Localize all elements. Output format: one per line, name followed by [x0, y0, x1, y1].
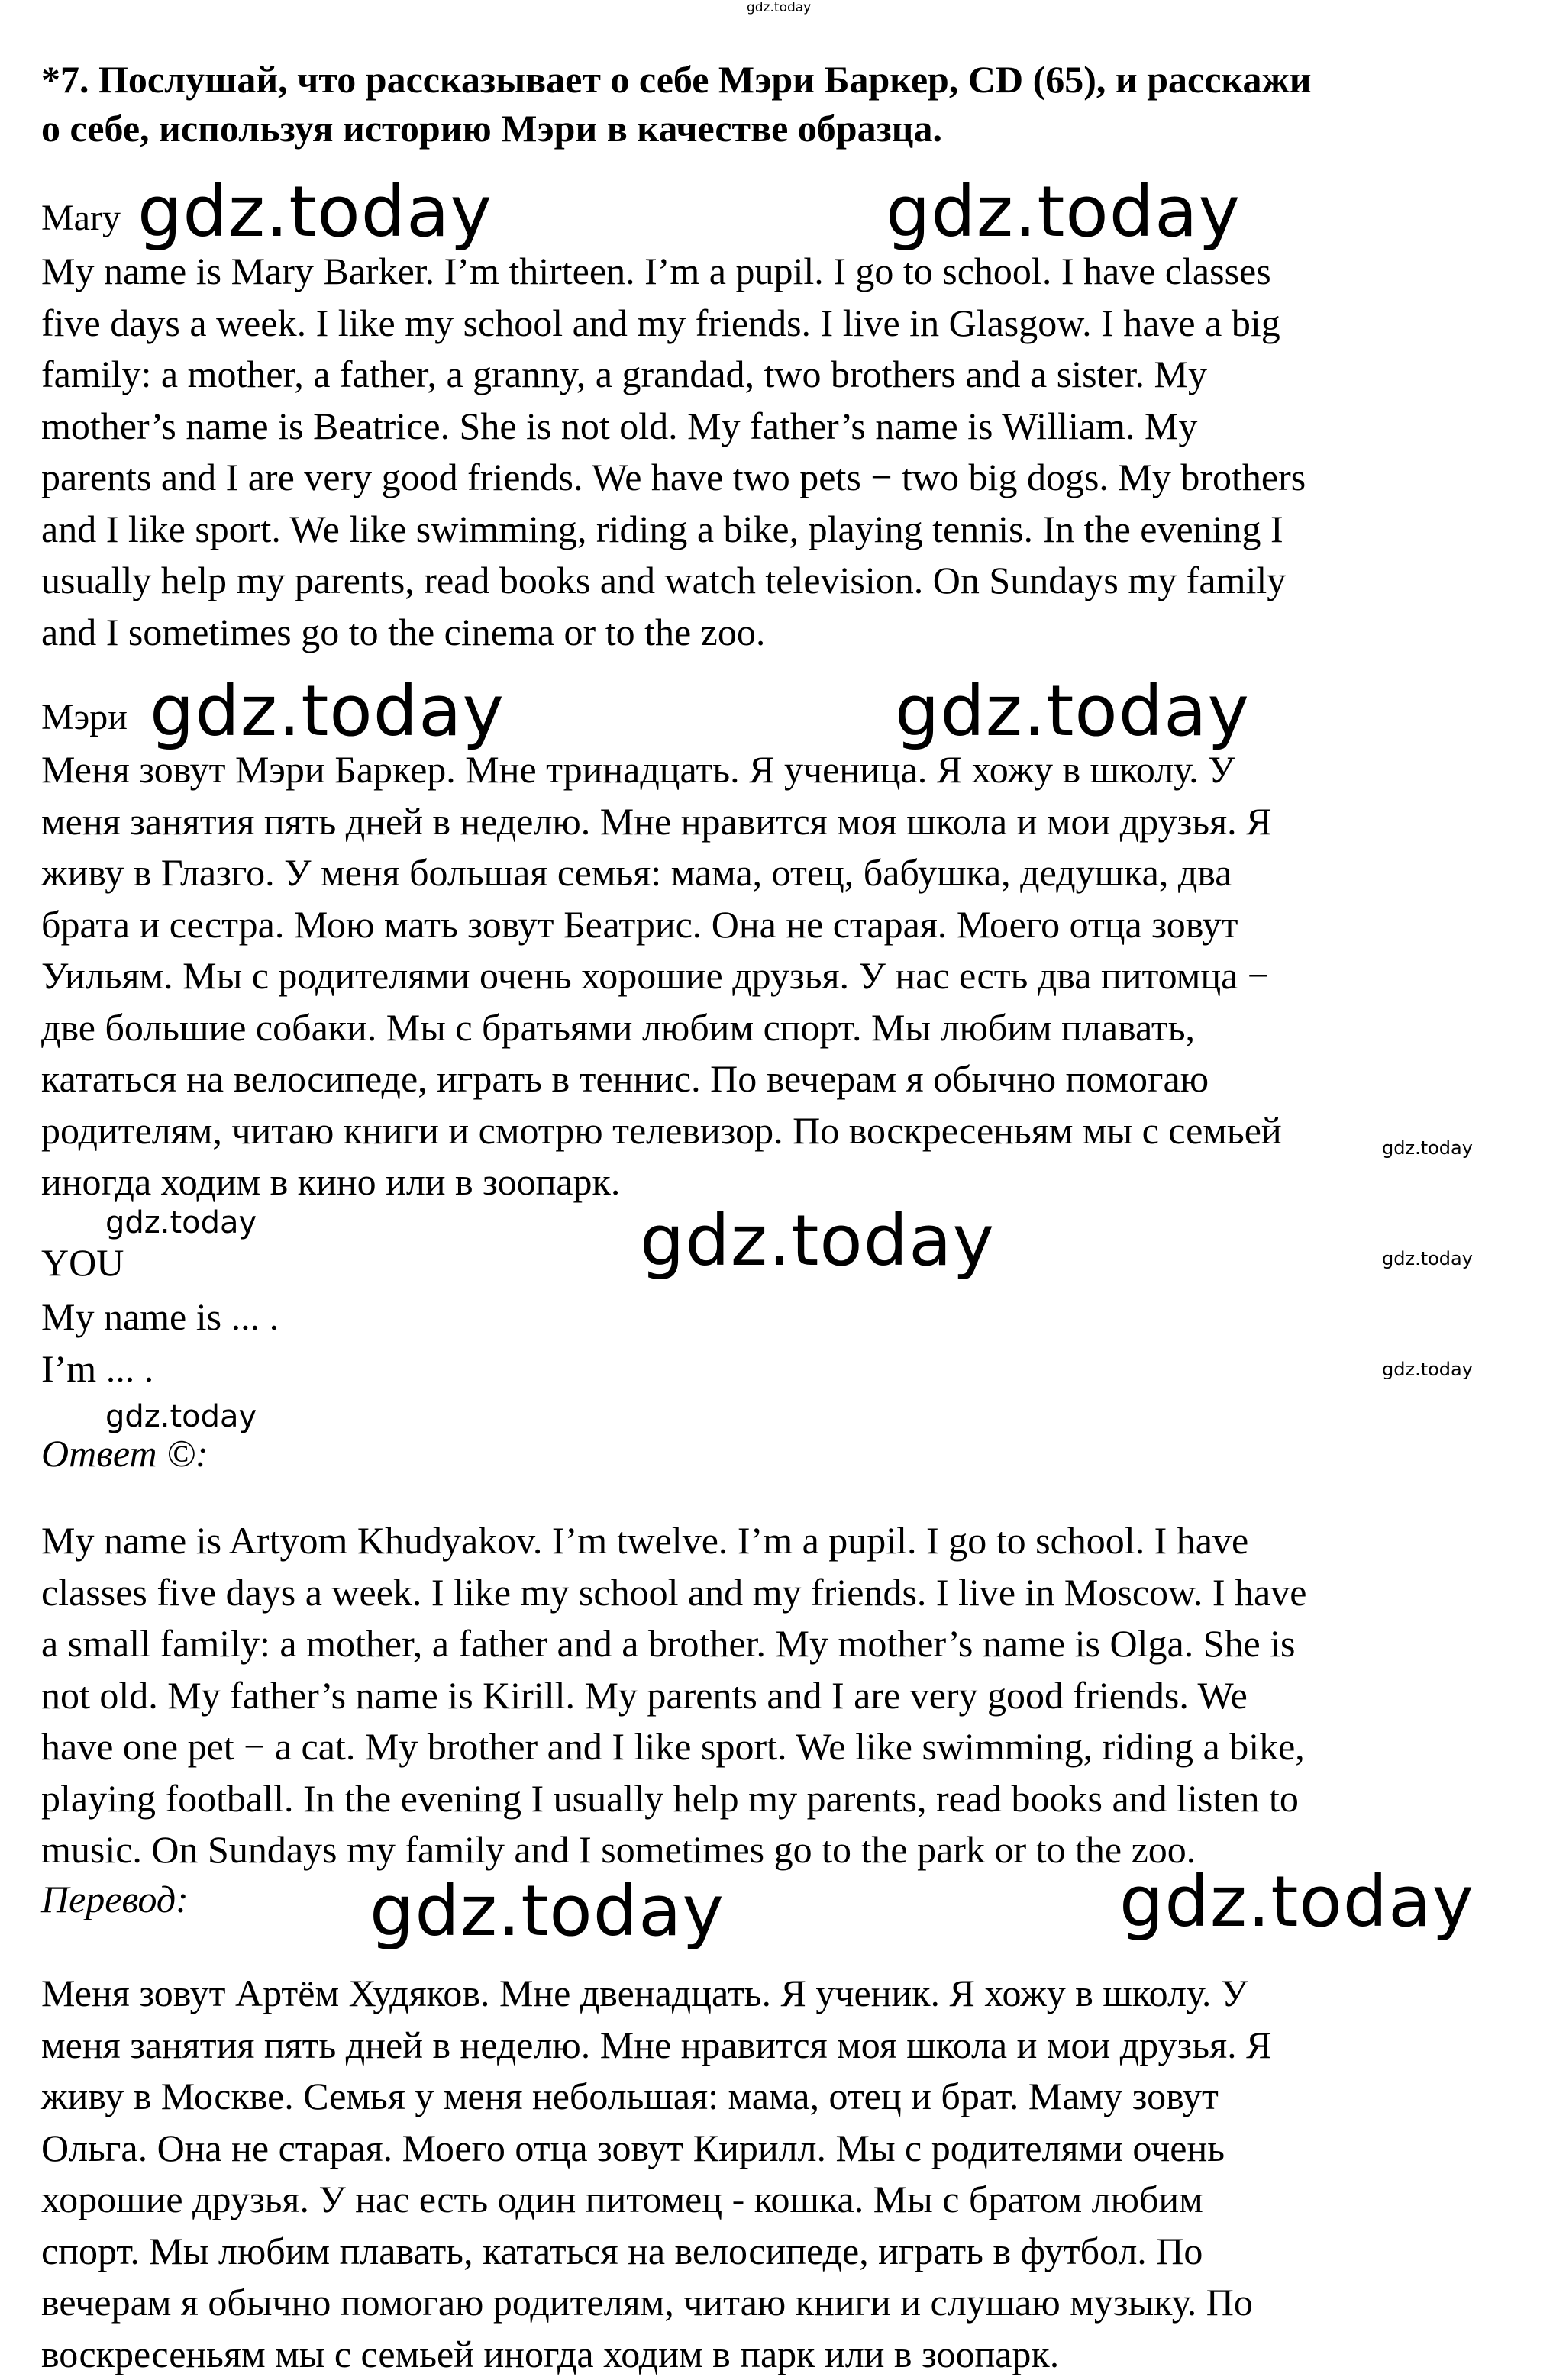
mary-story [41, 246, 1306, 658]
mary-ru-line-2: меня занятия пять дней в неделю. Мне нравится моя школа и мои друзья. Я [41, 796, 1282, 848]
watermark-translation-left: gdz.today [370, 1876, 725, 1946]
mary-line-4: mother’s name is Beatrice. She is not old. My father’s name is William. My [41, 401, 1306, 453]
answer-line-7: music. On Sundays my family and I sometimes go to the park or to the zoo. [41, 1824, 1306, 1876]
translation-line-3: живу в Москве. Семья у меня небольшая: мама, отец и брат. Маму зовут [41, 2071, 1271, 2123]
answer-line-2: classes five days a week. I like my school and my friends. I live in Moscow. I have [41, 1567, 1306, 1619]
mary-ru-label: Мэри [41, 696, 128, 739]
mary-ru-line-4: брата и сестра. Мою мать зовут Беатрис. Она не старая. Моего отца зовут [41, 899, 1282, 951]
answer-line-1: My name is Artyom Khudyakov. I’m twelve. I’m a pupil. I go to school. I have [41, 1515, 1306, 1567]
watermark-mary-right: gdz.today [886, 177, 1241, 247]
mary-ru-line-5: Уильям. Мы с родителями очень хорошие друзья. У нас есть два питомца − [41, 950, 1282, 1002]
watermark-mary-left: gdz.today [137, 177, 492, 247]
mary-line-3: family: a mother, a father, a granny, a grandad, two brothers and a sister. My [41, 349, 1306, 401]
translation-line-1: Меня зовут Артём Худяков. Мне двенадцать. Я ученик. Я хожу в школу. У [41, 1968, 1271, 2020]
mary-ru-line-6: две большие собаки. Мы с братьями любим спорт. Мы любим плавать, [41, 1002, 1282, 1054]
mary-ru-line-3: живу в Глазго. У меня большая семья: мама, отец, бабушка, дедушка, два [41, 847, 1282, 899]
mary-label: Mary [41, 197, 121, 240]
translation-line-2: меня занятия пять дней в неделю. Мне нравится моя школа и мои друзья. Я [41, 2020, 1271, 2072]
watermark-top: gdz.today [747, 2, 811, 15]
watermark-answer-top: gdz.today [105, 1401, 257, 1432]
watermark-small-2: gdz.today [1382, 1250, 1473, 1268]
you-line-1: My name is ... . [41, 1292, 279, 1343]
mary-ru-story [41, 744, 1282, 1208]
task-heading-line-1: *7. Послушай, что рассказывает о себе Мэри Баркер, CD (65), и расскажи [41, 55, 1538, 104]
answer-line-6: playing football. In the evening I usually help my parents, read books and listen to [41, 1773, 1306, 1825]
answer-line-4: not old. My father’s name is Kirill. My parents and I are very good friends. We [41, 1670, 1306, 1722]
watermark-you-center: gdz.today [640, 1206, 995, 1276]
translation-line-4: Ольга. Она не старая. Моего отца зовут Кирилл. Мы с родителями очень [41, 2123, 1271, 2175]
watermark-mary-ru-left: gdz.today [150, 676, 505, 747]
translation-line-8: воскресеньям мы с семьей иногда ходим в парк или в зоопарк. [41, 2329, 1271, 2380]
mary-line-6: and I like sport. We like swimming, riding a bike, playing tennis. In the evening I [41, 504, 1306, 556]
translation-story [41, 1968, 1271, 2380]
watermark-translation-right: gdz.today [1119, 1867, 1474, 1937]
mary-line-2: five days a week. I like my school and my friends. I live in Glasgow. I have a big [41, 298, 1306, 350]
answer-line-3: a small family: a mother, a father and a brother. My mother’s name is Olga. She is [41, 1618, 1306, 1670]
mary-line-7: usually help my parents, read books and watch television. On Sundays my family [41, 555, 1306, 607]
task-heading-line-2: о себе, используя историю Мэри в качестве образца. [41, 104, 1538, 153]
mary-ru-line-7: кататься на велосипеде, играть в теннис. По вечерам я обычно помогаю [41, 1053, 1282, 1105]
task-heading [41, 55, 1538, 153]
you-template [41, 1292, 279, 1395]
answer-story [41, 1515, 1306, 1876]
mary-ru-line-1: Меня зовут Мэри Баркер. Мне тринадцать. Я ученица. Я хожу в школу. У [41, 744, 1282, 796]
mary-ru-line-9: иногда ходим в кино или в зоопарк. [41, 1156, 1282, 1208]
answer-line-5: have one pet − a cat. My brother and I like sport. We like swimming, riding a bike, [41, 1721, 1306, 1773]
mary-line-5: parents and I are very good friends. We have two pets − two big dogs. My brothers [41, 452, 1306, 504]
translation-line-5: хорошие друзья. У нас есть один питомец - кошка. Мы с братом любим [41, 2174, 1271, 2226]
answer-label: Ответ ©: [41, 1432, 208, 1475]
mary-line-1: My name is Mary Barker. I’m thirteen. I’m a pupil. I go to school. I have classes [41, 246, 1306, 298]
mary-line-8: and I sometimes go to the cinema or to the zoo. [41, 607, 1306, 659]
translation-line-7: вечерам я обычно помогаю родителям, читаю книги и слушаю музыку. По [41, 2277, 1271, 2329]
translation-line-6: спорт. Мы любим плавать, кататься на велосипеде, играть в футбол. По [41, 2226, 1271, 2278]
mary-ru-line-8: родителям, читаю книги и смотрю телевизор. По воскресеньям мы с семьей [41, 1105, 1282, 1157]
watermark-you-top: gdz.today [105, 1208, 257, 1238]
watermark-small-3: gdz.today [1382, 1360, 1473, 1379]
watermark-small-1: gdz.today [1382, 1139, 1473, 1157]
you-line-2: I’m ... . [41, 1343, 279, 1395]
you-label: YOU [41, 1241, 124, 1284]
translation-label: Перевод: [41, 1878, 189, 1920]
watermark-mary-ru-right: gdz.today [895, 676, 1250, 747]
